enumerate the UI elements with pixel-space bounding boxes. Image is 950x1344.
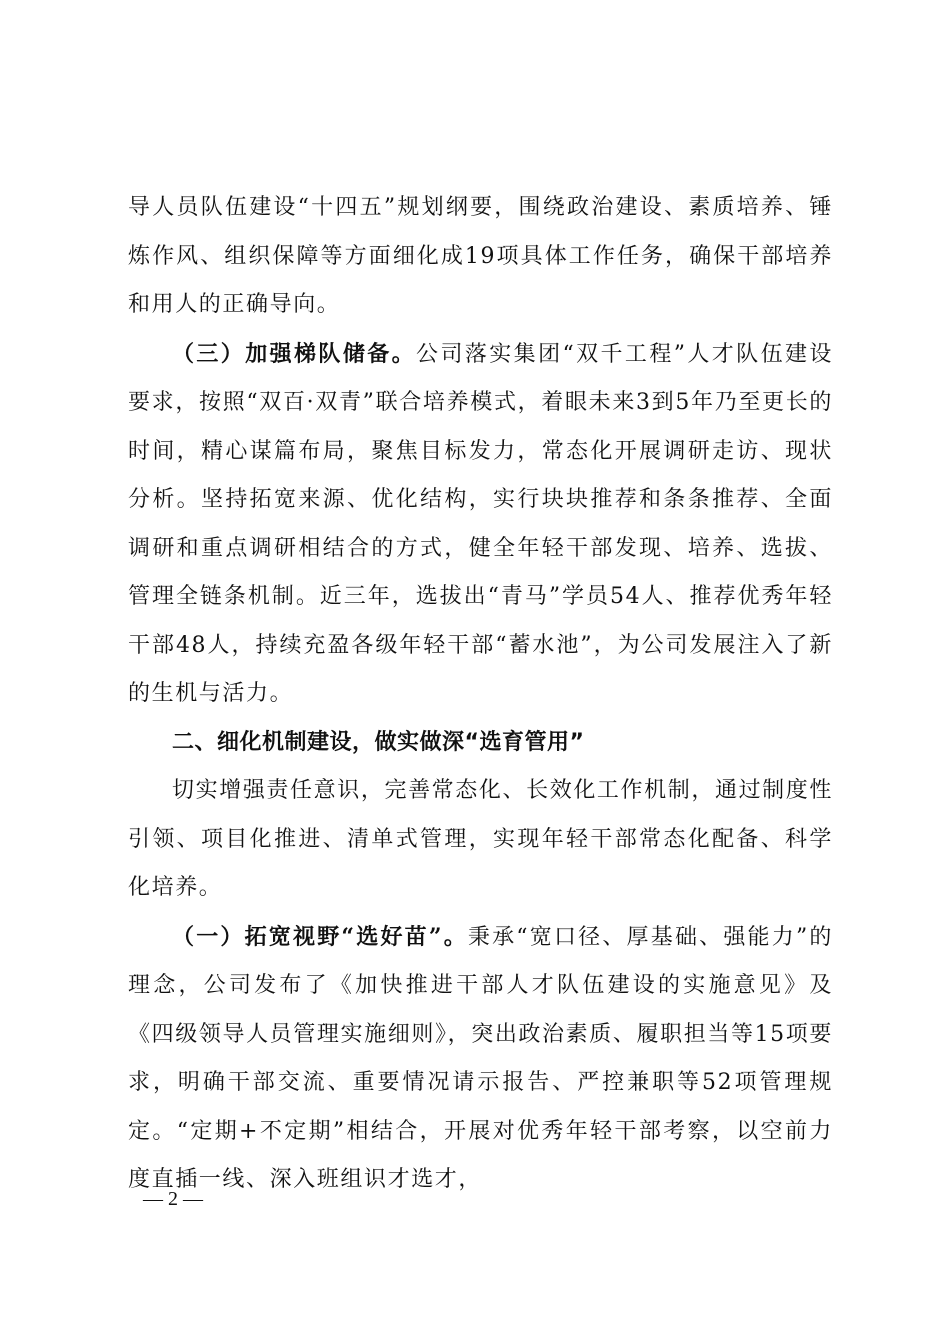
paragraph-continuation (128, 184, 833, 330)
paragraph-text: 切实增强责任意识，完善常态化、长效化工作机制，通过制度性引领、项目化推进、清单式管理，实现年轻干部常态化配备、科学化培养。 (128, 778, 833, 900)
heading-text: 二、细化机制建设，做实做深“选育管用” (172, 729, 585, 755)
section-heading (128, 719, 833, 768)
paragraph-section-3 (128, 330, 833, 719)
paragraph-section-1 (128, 913, 833, 1205)
paragraph-text: 秉承“宽口径、厚基础、强能力”的理念，公司发布了《加快推进干部人才队伍建设的实施意见》及《四级领导人员管理实施细则》，突出政治素质、履职担当等15项要求，明确干部交流、重要情况请示报告、严控兼职等52项管理规定。“定期+不定期”相结合，开展对优秀年轻干部考察，以空前力度直插一线、深入班组识才选才， (128, 924, 833, 1192)
paragraph-lead: （一）拓宽视野“选好苗”。 (172, 923, 468, 950)
document-body (128, 184, 833, 1205)
paragraph-text: 导人员队伍建设“十四五”规划纲要，围绕政治建设、素质培养、锤炼作风、组织保障等方面细化成19项具体工作任务，确保干部培养和用人的正确导向。 (128, 195, 833, 317)
paragraph-lead: （三）加强梯队储备。 (172, 340, 417, 367)
paragraph-intro (128, 767, 833, 913)
paragraph-text: 公司落实集团“双千工程”人才队伍建设要求，按照“双百·双青”联合培养模式，着眼未来3到5年乃至更长的时间，精心谋篇布局，聚焦目标发力，常态化开展调研走访、现状分析。坚持拓宽来源、优化结构，实行块块推荐和条条推荐、全面调研和重点调研相结合的方式，健全年轻干部发现、培养、选拔、管理全链条机制。近三年，选拔出“青马”学员54人、推荐优秀年轻干部48人，持续充盈各级年轻干部“蓄水池”，为公司发展注入了新的生机与活力。 (128, 341, 833, 706)
page-number: — 2 — (143, 1188, 203, 1210)
